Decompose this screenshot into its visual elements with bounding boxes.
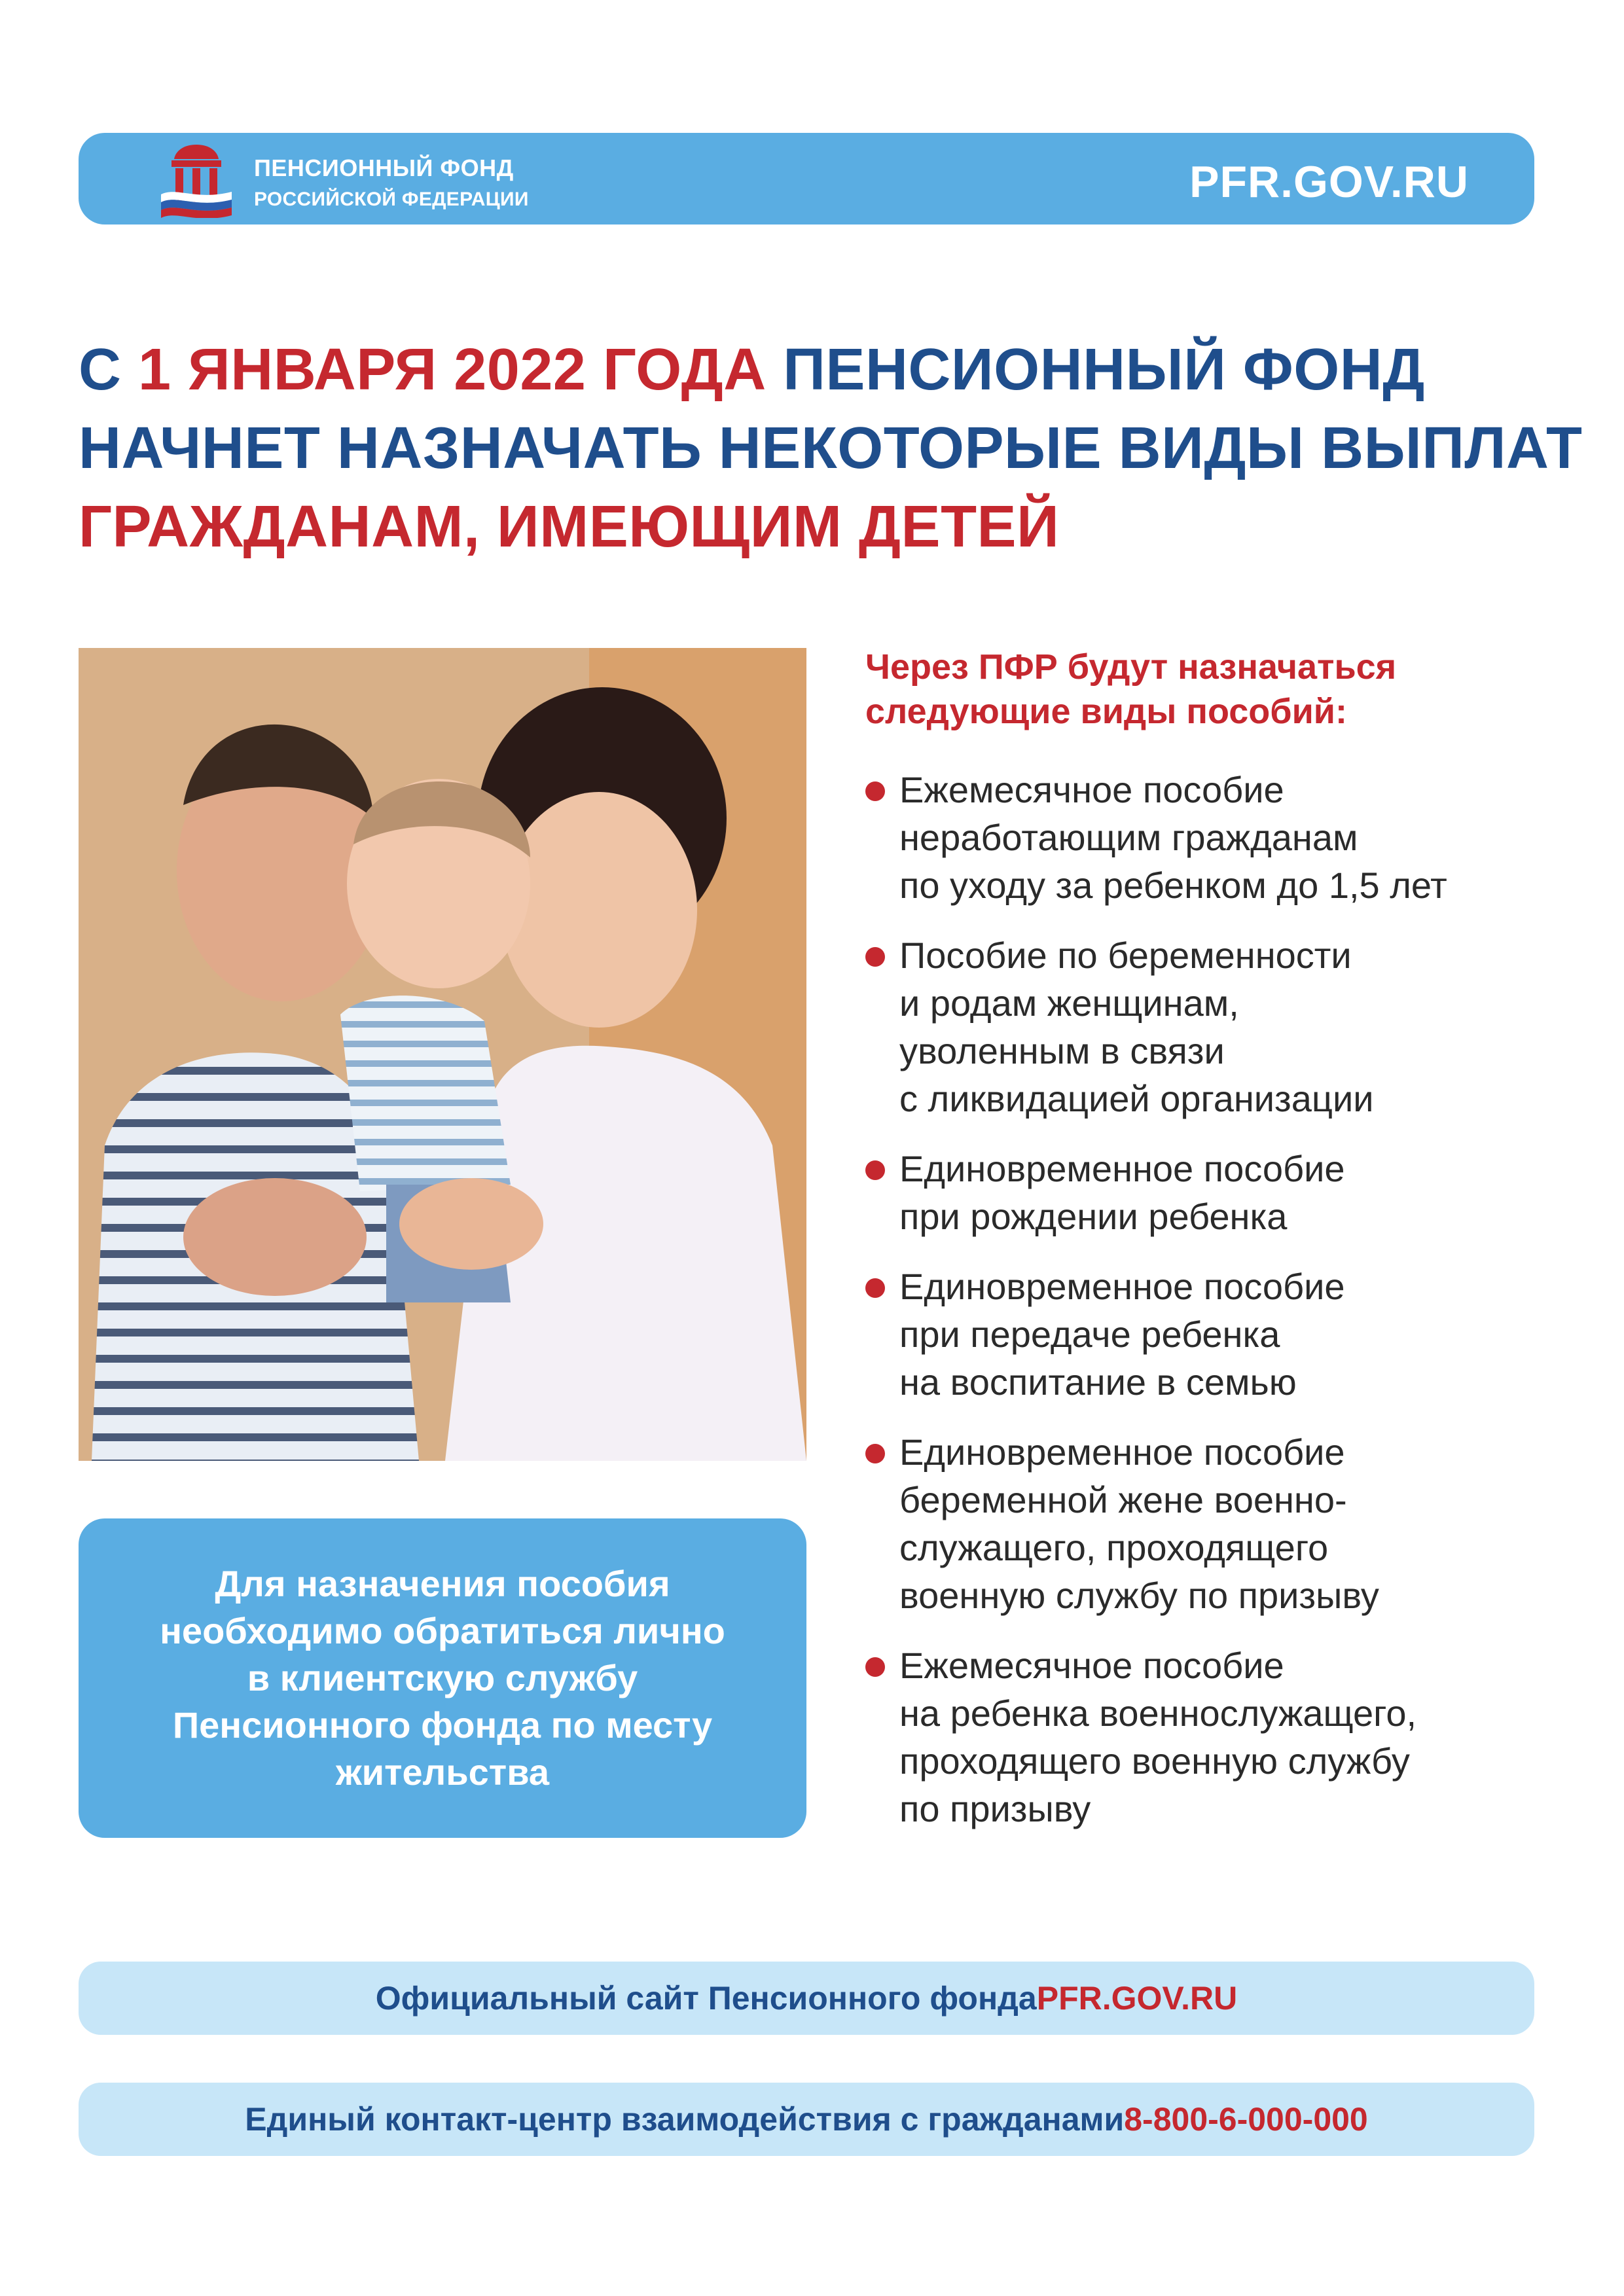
footer-contact-bar <box>79 2083 1534 2156</box>
org-name-line2: РОССИЙСКОЙ ФЕДЕРАЦИИ <box>254 188 529 210</box>
list-item-text: Ежемесячное пособие на ребенка военнослужащего, проходящего военную службу по призыву <box>899 1645 1417 1829</box>
footer-site-bar <box>79 1962 1534 2035</box>
list-item <box>865 1263 1598 1406</box>
headline-line3: ГРАЖДАНАМ, ИМЕЮЩИМ ДЕТЕЙ <box>79 494 1060 560</box>
header-bar <box>79 133 1534 224</box>
callout-box <box>79 1518 806 1838</box>
headline-line1 <box>79 331 1584 409</box>
family-photo <box>79 648 806 1461</box>
bullet-dot-icon <box>865 1278 885 1298</box>
bullet-dot-icon <box>865 1444 885 1463</box>
org-name-line1: ПЕНСИОННЫЙ ФОНД <box>254 154 514 181</box>
list-item <box>865 1428 1598 1619</box>
list-item <box>865 766 1598 909</box>
list-item <box>865 1145 1598 1240</box>
footer-contact-phone[interactable]: 8-800-6-000-000 <box>1124 2101 1368 2138</box>
footer-site-link[interactable]: PFR.GOV.RU <box>1036 1980 1238 2017</box>
headline-line2: НАЧНЕТ НАЗНАЧАТЬ НЕКОТОРЫЕ ВИДЫ ВЫПЛАТ <box>79 416 1583 481</box>
list-item-text: Пособие по беременности и родам женщинам, уволенным в связи с ликвидацией организации <box>899 935 1374 1119</box>
list-item <box>865 931 1598 1122</box>
bullet-dot-icon <box>865 1657 885 1677</box>
footer-site-label: Официальный сайт Пенсионного фонда <box>375 1980 1037 2017</box>
headline-prefix: С <box>79 337 138 403</box>
headline-suffix: ПЕНСИОННЫЙ ФОНД <box>766 337 1425 403</box>
bullet-dot-icon <box>865 947 885 967</box>
headline-date: 1 ЯНВАРЯ 2022 ГОДА <box>138 337 767 403</box>
benefits-list <box>865 766 1598 1855</box>
header-site-link[interactable]: PFR.GOV.RU <box>1189 157 1469 207</box>
org-name <box>254 152 529 215</box>
pfr-logo-icon <box>157 141 236 218</box>
list-item <box>865 1641 1598 1833</box>
list-item-text: Единовременное пособие при рождении ребенка <box>899 1148 1345 1237</box>
list-item-text: Единовременное пособие беременной жене военно- служащего, проходящего военную службу по призыву <box>899 1431 1379 1616</box>
bullet-dot-icon <box>865 1160 885 1180</box>
bullet-dot-icon <box>865 781 885 801</box>
list-item-text: Ежемесячное пособие неработающим гражданам по уходу за ребенком до 1,5 лет <box>899 769 1447 906</box>
list-item-text: Единовременное пособие при передаче ребенка на воспитание в семью <box>899 1266 1345 1403</box>
callout-text: Для назначения пособия необходимо обратиться лично в клиентскую службу Пенсионного фонда по месту жительства <box>160 1563 725 1793</box>
benefits-heading: Через ПФР будут назначаться следующие виды пособий: <box>865 647 1397 731</box>
page-headline <box>79 331 1584 566</box>
footer-contact-label: Единый контакт-центр взаимодействия с гражданами <box>245 2101 1125 2138</box>
